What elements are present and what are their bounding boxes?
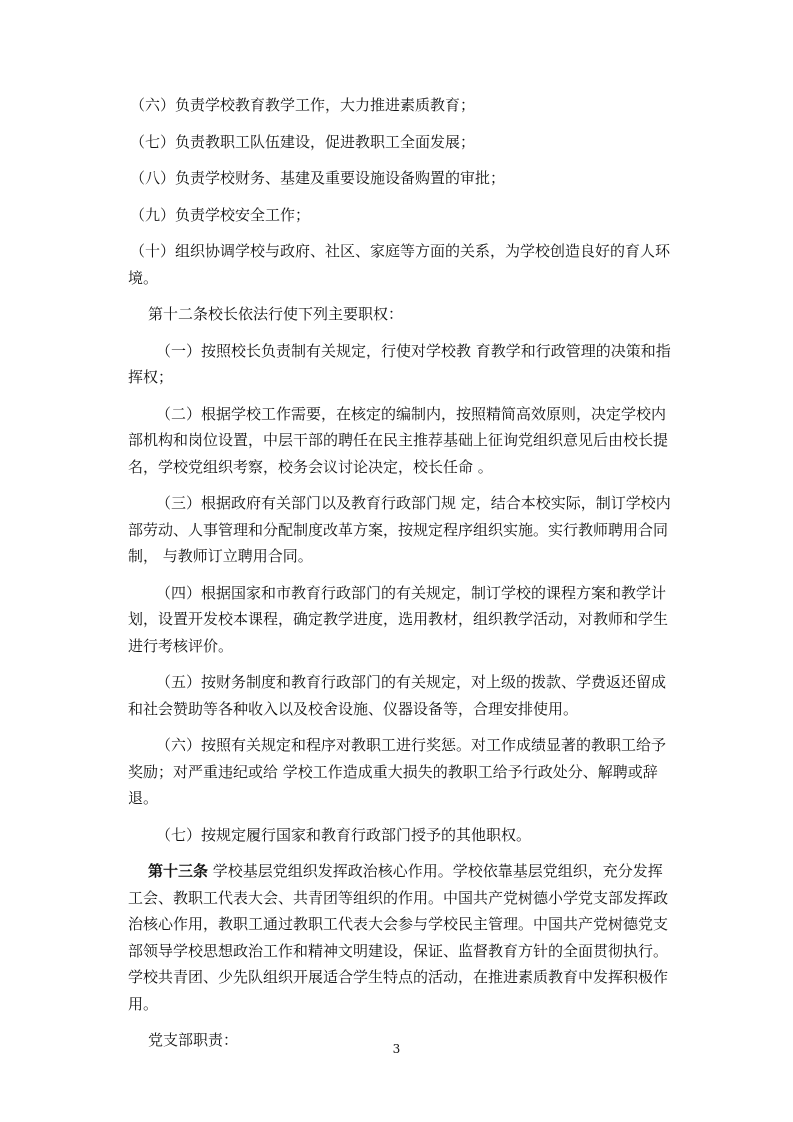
article-body: 学校基层党组织发挥政治核心作用。学校依靠基层党组织，充分发挥工会、教职工代表大会、共青团等组织的作用。中国共产党树德小学党支部发挥政治核心作用，教职工通过教职工代表大会参与学校民主管理。中国共产党树德党支部领导学校思想政治工作和精神文明建设，保证、监督教育方针的全面贯彻执行。学校共青团、少先队组织开展适合学生特点的活动，在推进素质教育中发挥积极作用。 (128, 862, 669, 1013)
article-heading: 第十三条 (148, 862, 209, 880)
paragraph: （八）负责学校财务、基建及重要设施设备购置的审批； (130, 169, 506, 187)
paragraph: 第十二条校长依法行使下列主要职权： (148, 305, 404, 323)
paragraph: （二）根据学校工作需要，在核定的编制内，按照精简高效原则，决定学校内部机构和岗位设置，中层干部的聘任在民主推荐基础上征询党组织意见后由校长提名，学校党组织考察，校务会议讨论决定，校长任命 。 (128, 404, 669, 476)
paragraph: （一）按照校长负责制有关规定，行使对学校教 育教学和行政管理的决策和指挥权； (128, 341, 671, 386)
paragraph: （三）根据政府有关部门以及教育行政部门规 定，结合本校实际，制订学校内部劳动、人事管理和分配制度改革方案，按规定程序组织实施。实行教师聘用合同制， 与教师订立聘用合同。 (128, 494, 671, 565)
paragraph: （九）负责学校安全工作； (130, 205, 311, 224)
document-body (128, 92, 676, 1064)
paragraph: 党支部职责： (148, 1031, 239, 1049)
article-thirteen-paragraph (128, 858, 676, 1017)
paragraph: （七）负责教职工队伍建设，促进教职工全面发展； (130, 132, 476, 151)
paragraph: （四）根据国家和市教育行政部门的有关规定，制订学校的课程方案和教学计划，设置开发校本课程，确定教学进度，选用教材，组织教学活动，对教师和学生进行考核评价。 (128, 583, 669, 655)
paragraph: （五）按财务制度和教育行政部门的有关规定，对上级的拨款、学费返还留成和社会赞助等各种收入以及校舍设施、仪器设备等，合理安排使用。 (128, 673, 667, 718)
paragraph: （十）组织协调学校与政府、社区、家庭等方面的关系，为学校创造良好的育人环境。 (128, 242, 671, 287)
paragraph: （七）按规定履行国家和教育行政部门授予的其他职权。 (156, 825, 532, 844)
paragraph: （六）负责学校教育教学工作，大力推进素质教育； (130, 96, 476, 114)
paragraph: （六）按照有关规定和程序对教职工进行奖惩。对工作成绩显著的教职工给予奖励；对严重违纪或给 学校工作造成重大损失的教职工给予行政处分、解聘或辞退。 (128, 736, 667, 807)
page-number: 3 (392, 1042, 401, 1056)
